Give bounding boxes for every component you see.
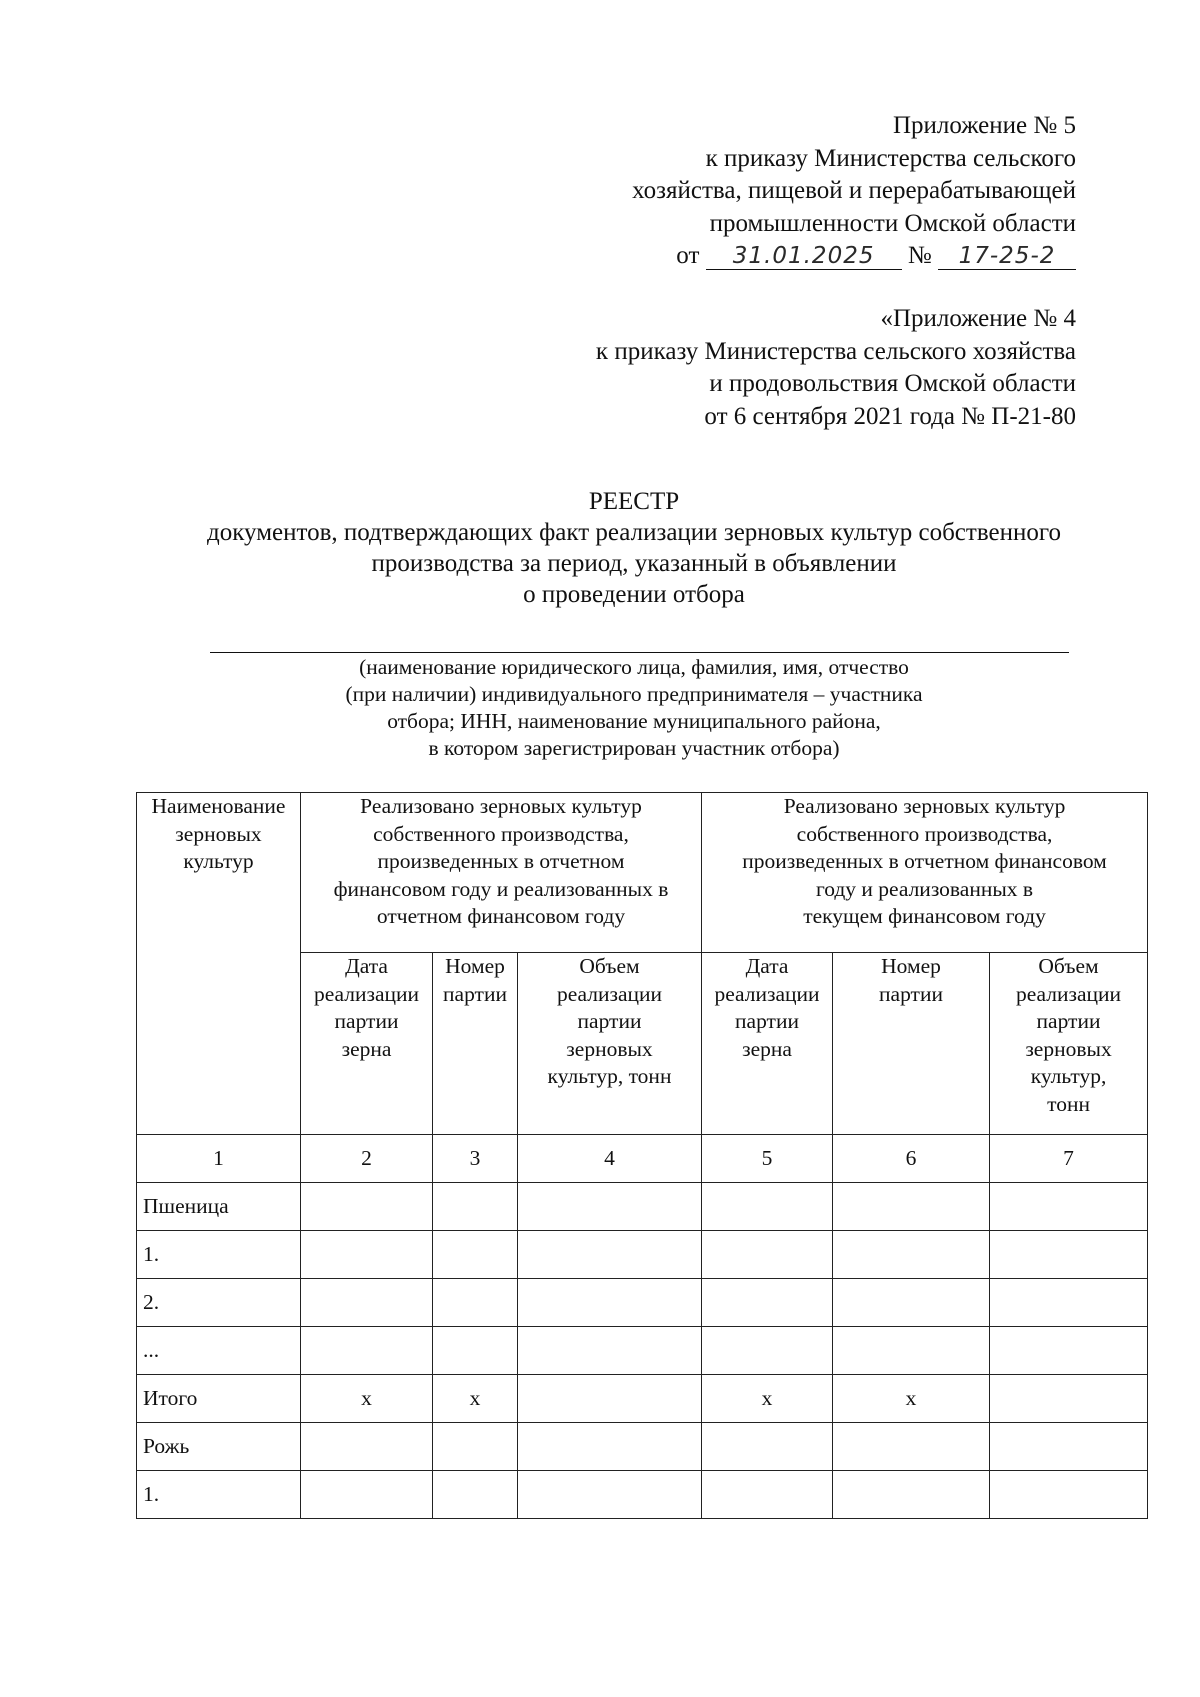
- column-number: 7: [990, 1135, 1148, 1183]
- table-cell: [990, 1423, 1148, 1471]
- header-line: Номер: [445, 954, 505, 978]
- appendix-4-line-3: и продовольствия Омской области: [709, 370, 1076, 397]
- header-line: произведенных в отчетном: [377, 849, 625, 873]
- table-cell: [833, 1183, 990, 1231]
- table-cell: [518, 1423, 702, 1471]
- header-line: культур,: [1030, 1064, 1107, 1088]
- column-number: 6: [833, 1135, 990, 1183]
- header-line: Дата: [745, 954, 789, 978]
- caption-line-1: (наименование юридического лица, фамилия, имя, отчество: [359, 655, 909, 679]
- table-cell: [702, 1471, 833, 1519]
- header-volume-1: [518, 953, 702, 1135]
- table-cell: [702, 1279, 833, 1327]
- appendix-5-date-line: [632, 240, 1076, 273]
- header-line: зерна: [341, 1036, 392, 1061]
- table-cell: [433, 1231, 518, 1279]
- header-line: Номер: [881, 954, 941, 978]
- handwritten-date: 31.01.2025: [706, 243, 902, 270]
- table-cell: [518, 1471, 702, 1519]
- table-cell: x: [702, 1375, 833, 1423]
- appendix-5-line-1: Приложение № 5: [892, 112, 1076, 139]
- header-line: Объем: [579, 954, 640, 978]
- name-fill-line: [210, 652, 1069, 653]
- table-cell: [702, 1183, 833, 1231]
- table-row: [137, 1423, 1148, 1471]
- appendix-5-line-2: к приказу Министерства сельского: [705, 144, 1076, 172]
- header-crop-name: [137, 793, 301, 1135]
- column-number: 2: [301, 1135, 433, 1183]
- table-cell: [833, 1279, 990, 1327]
- appendix-5-header: [632, 110, 1076, 273]
- header-line: тонн: [1047, 1091, 1090, 1116]
- name-caption: [124, 654, 1144, 762]
- table-cell: [301, 1231, 433, 1279]
- table-cell: [301, 1471, 433, 1519]
- appendix-5-line-3: хозяйства, пищевой и перерабатывающей: [632, 177, 1076, 204]
- header-line: Реализовано зерновых культур: [783, 794, 1066, 818]
- header-sale-date-2: [702, 953, 833, 1135]
- header-line: текущем финансовом году: [803, 904, 1046, 928]
- header-line: произведенных в отчетном финансовом: [742, 849, 1107, 873]
- header-sale-date-1: [301, 953, 433, 1135]
- appendix-4-line-2: к приказу Министерства сельского хозяйства: [595, 337, 1076, 365]
- table-row: [137, 1279, 1148, 1327]
- header-line: реализации: [556, 981, 663, 1006]
- row-label: Рожь: [137, 1423, 301, 1471]
- header-line: Дата: [345, 954, 388, 978]
- row-label: 1.: [137, 1231, 301, 1279]
- appendix-4-line-4: от 6 сентября 2021 года № П-21-80: [704, 402, 1076, 430]
- column-number: 4: [518, 1135, 702, 1183]
- row-label: ...: [137, 1327, 301, 1375]
- header-line: собственного производства,: [796, 821, 1053, 846]
- header-line: финансовом году и реализованных в: [333, 876, 669, 901]
- registry-title: [124, 486, 1144, 610]
- table-cell: [301, 1279, 433, 1327]
- column-number: 5: [702, 1135, 833, 1183]
- row-label: 2.: [137, 1279, 301, 1327]
- registry-table: [136, 792, 1148, 1519]
- table-cell: [433, 1327, 518, 1375]
- header-line: реализации: [313, 981, 420, 1006]
- table-cell: [301, 1183, 433, 1231]
- table-cell: [833, 1327, 990, 1375]
- row-label: Пшеница: [137, 1183, 301, 1231]
- appendix-5-line-4: промышленности Омской области: [709, 209, 1076, 237]
- caption-line-2: (при наличии) индивидуального предпринимателя – участника: [345, 682, 923, 706]
- table-cell: [702, 1327, 833, 1375]
- table-cell: [990, 1375, 1148, 1423]
- table-cell: [990, 1471, 1148, 1519]
- table-cell: [301, 1327, 433, 1375]
- header-line: зерновых: [1025, 1036, 1112, 1061]
- header-batch-number-1: [433, 953, 518, 1135]
- table-cell: [833, 1471, 990, 1519]
- table-cell: [702, 1423, 833, 1471]
- registry-title-line-1: документов, подтверждающих факт реализации зерновых культур собственного: [207, 519, 1061, 546]
- row-label: Итого: [137, 1375, 301, 1423]
- table-cell: [433, 1279, 518, 1327]
- header-line: собственного производства,: [373, 821, 629, 846]
- header-current-year-group: [702, 793, 1148, 953]
- header-line: культур, тонн: [547, 1064, 672, 1088]
- table-cell: [518, 1183, 702, 1231]
- table-cell: [518, 1375, 702, 1423]
- table-cell: [433, 1471, 518, 1519]
- header-line: зерновых: [566, 1036, 653, 1061]
- column-number-row: [137, 1135, 1148, 1183]
- table-row: [137, 1375, 1148, 1423]
- header-reporting-year-group: [301, 793, 702, 953]
- table-row: [137, 1183, 1148, 1231]
- table-cell: x: [301, 1375, 433, 1423]
- table-cell: [833, 1423, 990, 1471]
- table-cell: [990, 1327, 1148, 1375]
- header-batch-number-2: [833, 953, 990, 1135]
- table-row: [137, 1231, 1148, 1279]
- table-cell: [990, 1183, 1148, 1231]
- table-cell: [518, 1279, 702, 1327]
- table-cell: [833, 1231, 990, 1279]
- header-line: Наименование: [151, 794, 286, 818]
- header-line: зерна: [742, 1036, 792, 1061]
- appendix-4-line-1: «Приложение № 4: [880, 305, 1076, 332]
- caption-line-3: отбора; ИНН, наименование муниципального района,: [387, 709, 881, 733]
- table-cell: [518, 1231, 702, 1279]
- header-line: партии: [334, 1009, 399, 1033]
- table-row: [137, 1471, 1148, 1519]
- header-line: партии: [1036, 1009, 1101, 1033]
- handwritten-number: 17-25-2: [938, 243, 1076, 270]
- table-cell: x: [833, 1375, 990, 1423]
- registry-heading: РЕЕСТР: [588, 488, 680, 515]
- header-line: реализации: [714, 981, 820, 1006]
- number-prefix: №: [907, 242, 932, 269]
- header-line: отчетном финансовом году: [376, 904, 626, 928]
- table-cell: [518, 1327, 702, 1375]
- caption-line-4: в котором зарегистрирован участник отбора): [428, 736, 840, 760]
- table-row: [137, 1327, 1148, 1375]
- column-number: 3: [433, 1135, 518, 1183]
- header-line: партии: [577, 1009, 642, 1033]
- column-number: 1: [137, 1135, 301, 1183]
- header-line: Реализовано зерновых культур: [360, 794, 642, 818]
- table-cell: [990, 1231, 1148, 1279]
- header-line: году и реализованных в: [815, 876, 1034, 901]
- header-line: зерновых: [175, 821, 262, 846]
- date-prefix: от: [676, 242, 700, 269]
- table-cell: [433, 1183, 518, 1231]
- row-label: 1.: [137, 1471, 301, 1519]
- table-cell: [301, 1423, 433, 1471]
- header-line: Объем: [1038, 954, 1099, 978]
- header-line: партии: [735, 1009, 799, 1033]
- header-line: реализации: [1015, 981, 1122, 1006]
- appendix-4-header: [596, 303, 1076, 433]
- registry-title-line-2: производства за период, указанный в объявлении: [371, 550, 897, 577]
- table-cell: [702, 1231, 833, 1279]
- header-line: партии: [879, 981, 943, 1006]
- header-volume-2: [990, 953, 1148, 1135]
- header-line: партии: [443, 981, 507, 1006]
- header-line: культур: [183, 849, 254, 873]
- table-cell: x: [433, 1375, 518, 1423]
- table-cell: [990, 1279, 1148, 1327]
- table-cell: [433, 1423, 518, 1471]
- registry-title-line-3: о проведении отбора: [523, 581, 745, 608]
